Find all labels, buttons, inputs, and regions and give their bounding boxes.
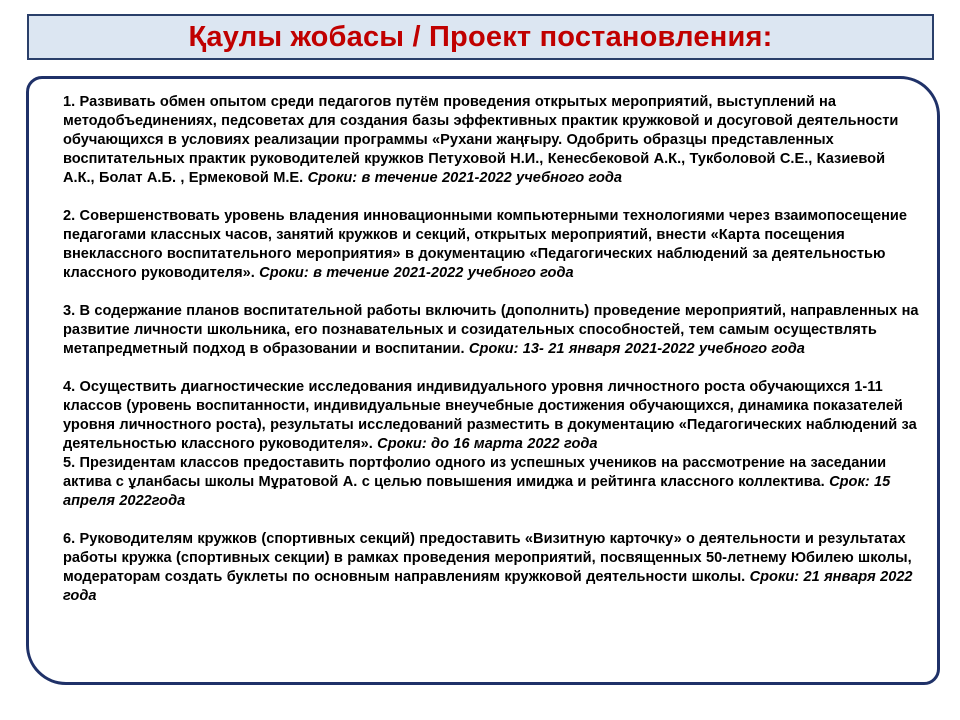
spacer bbox=[63, 188, 919, 207]
item-deadline: Сроки: 21 января 2022 года bbox=[63, 569, 913, 604]
resolution-content-box bbox=[26, 76, 940, 685]
item-text: 4. Осуществить диагностические исследования индивидуального уровня личностного роста обучающихся 1-11 классов (уровень воспитанности, индивидуальные внеучебные достижения обучающихся, динамика показателей уровня личностного роста), результаты исследований разместить в документацию «Педагогических наблюдений за деятельностью классного руководителя». bbox=[63, 379, 917, 452]
item-deadline: Сроки: в течение 2021-2022 учебного года bbox=[259, 265, 574, 281]
item-text: 1. Развивать обмен опытом среди педагогов путём проведения открытых мероприятий, выступлений на методобъединениях, педсоветах для создания базы эффективных практик кружковой и досуговой деятельности обучающихся в условиях реализации программы «Рухани жаңғыру. Одобрить образцы представленных воспитательных практик руководителей кружков Петуховой Н.И., Кенесбековой А.К., Тукболовой С.Е., Казиевой А.К., Болат А.Б. , Ермековой М.Е. bbox=[63, 94, 899, 186]
resolution-item-1 bbox=[63, 93, 919, 188]
item-deadline: Сроки: 13- 21 января 2021-2022 учебного года bbox=[468, 341, 805, 357]
item-text: 2. Совершенствовать уровень владения инновационными компьютерными технологиями через взаимопосещение педагогами классных часов, занятий кружков и секций, открытых мероприятий, внести «Карта посещения внеклассного воспитательного мероприятия» в документацию «Педагогических наблюдений за деятельностью классного руководителя». bbox=[63, 208, 907, 281]
item-text: 3. В содержание планов воспитательной работы включить (дополнить) проведение мероприятий, направленных на развитие личности школьника, его познавательных и созидательных способностей, тем самым осуществлять метапредметный подход в образовании и воспитании. bbox=[63, 303, 919, 357]
resolution-item-3 bbox=[63, 302, 919, 359]
spacer bbox=[63, 359, 919, 378]
resolution-item-5 bbox=[63, 454, 919, 511]
resolution-item-2 bbox=[63, 207, 919, 283]
item-deadline: Срок: 15 апреля 2022года bbox=[63, 474, 891, 509]
page-title: Қаулы жобасы / Проект постановления: bbox=[188, 20, 773, 53]
item-text: 5. Президентам классов предоставить портфолио одного из успешных учеников на рассмотрение на заседании актива с ұланбасы школы Мұратовой А. с целью повышения имиджа и рейтинга классного коллектива. bbox=[63, 455, 887, 490]
title-banner bbox=[27, 14, 934, 60]
spacer bbox=[63, 511, 919, 530]
resolution-item-4 bbox=[63, 378, 919, 454]
item-text: 6. Руководителям кружков (спортивных секций) предоставить «Визитную карточку» о деятельности и результатах работы кружка (спортивных секции) в рамках проведения мероприятий, посвященных 50-летнему Юбилею школы, модераторам создать буклеты по основным направлениям кружковой деятельности школы. bbox=[63, 531, 912, 585]
item-deadline: Сроки: в течение 2021-2022 учебного года bbox=[307, 170, 623, 186]
item-deadline: Сроки: до 16 марта 2022 года bbox=[377, 436, 598, 452]
spacer bbox=[63, 283, 919, 302]
resolution-item-6 bbox=[63, 530, 919, 606]
